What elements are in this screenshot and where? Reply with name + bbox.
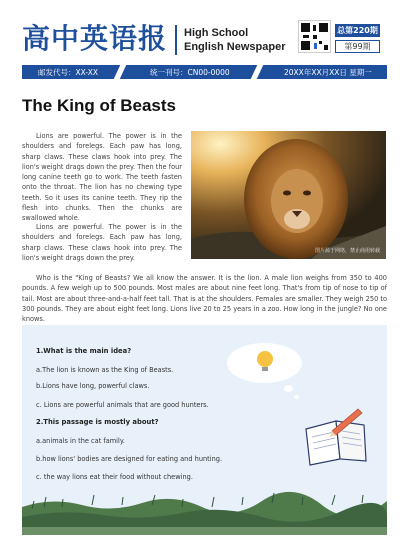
light-bulb-icon	[257, 351, 273, 367]
thought-bubble-dot	[284, 385, 293, 392]
article-paragraph-1: Lions are powerful. The power is in the shoulders and forelegs. Each paw has long, sharp claws. These claws hook into prey. The lion's weight drags down the prey. Then the four long canine teeth go to work. The teeth fasten onto the throat. The lion has no chewing type teeth. So it uses its canine teeth. They rip the flesh into chunks. Then the chunks are swallowed whole.	[22, 132, 182, 223]
article-paragraph-3: Who is the "King of Beasts? We all know the answer. It is the lion. A male lion weighs from 350 to 400 pounds. A few weigh up to 500 pounds. Most males are about nine feet long. That's from tip of nose to tip of tail. Most are about three-and-a-half feet tall. That is at the shoulders. Females are smaller. They weigh 250 to 300 pounds. They are about eight feet long. Lions live 20 to 25 years in a zoo. How long in the jungle? No one knows.	[22, 274, 387, 324]
thought-bubble-dot	[294, 395, 299, 399]
image-caption: 图片源于网络，禁止商用转载	[314, 248, 380, 254]
bar-separator	[114, 65, 127, 79]
period-badge: 第99期	[335, 40, 380, 53]
title-divider	[175, 25, 177, 55]
article-paragraph-2: Lions are powerful. The power is in the shoulders and forelegs. Each paw has long, sharp claws. These claws hook into prey. The lion's weight drags down the prey.	[22, 223, 182, 262]
light-bulb-base	[262, 367, 268, 371]
question-2-option-c: c. the way lions eat their food without chewing.	[36, 473, 193, 481]
question-1: 1.What is the main idea?	[36, 347, 132, 355]
quiz-panel	[22, 325, 387, 535]
postal-code: 邮发代号：XX-XX	[38, 68, 99, 77]
open-book-icon	[302, 407, 372, 467]
question-2-option-a: a.animals in the cat family.	[36, 437, 125, 445]
bar-separator	[251, 65, 264, 79]
lion-photo	[191, 131, 386, 259]
newspaper-title-en	[184, 26, 285, 54]
masthead	[22, 20, 387, 60]
question-1-option-b: b.Lions have long, powerful claws.	[36, 382, 150, 390]
en-title-line1: High School	[184, 27, 249, 39]
issue-date: 20XX年XX月XX日 星期一	[284, 68, 372, 77]
issue-badge: 总第220期	[335, 24, 380, 37]
question-2-option-b: b.how lions' bodies are designed for eating and hunting.	[36, 455, 223, 463]
grass-decoration	[22, 487, 387, 535]
qr-code-icon	[298, 20, 331, 53]
question-2: 2.This passage is mostly about?	[36, 418, 159, 426]
en-title-line2: English Newspaper	[184, 41, 286, 53]
serial-number: 统一刊号：CN00-0000	[150, 68, 230, 77]
article-title: The King of Beasts	[22, 96, 176, 115]
info-bar	[22, 65, 387, 79]
newspaper-title-cn: 高中英语报	[22, 22, 168, 55]
question-1-option-c: c. Lions are powerful animals that are good hunters.	[36, 401, 209, 409]
question-1-option-a: a.The lion is known as the King of Beasts.	[36, 366, 174, 374]
